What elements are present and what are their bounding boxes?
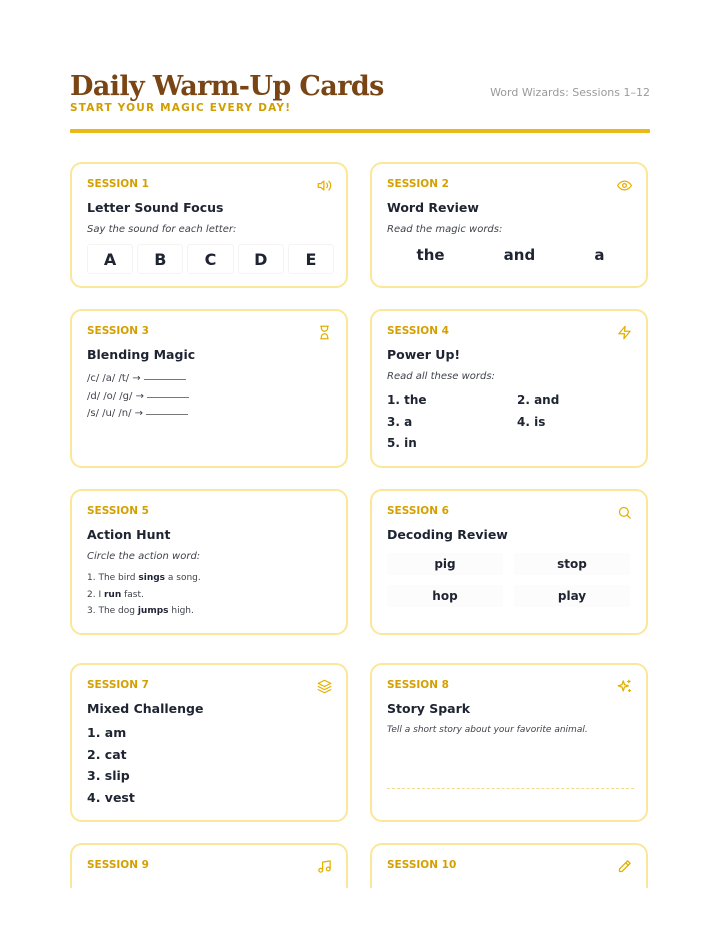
word-item: 2. and [517, 393, 560, 407]
word-item: 5. in [387, 436, 417, 450]
card-session-4 [370, 309, 648, 468]
magic-words [387, 246, 634, 264]
card-instruction: Tell a short story about your favorite animal. [387, 725, 588, 735]
session-label: SESSION 5 [87, 505, 149, 517]
card-title: Decoding Review [387, 527, 508, 542]
session-label: SESSION 9 [87, 859, 149, 871]
pencil-icon [617, 859, 632, 874]
card-session-7 [70, 663, 348, 822]
card-title: Blending Magic [87, 347, 196, 362]
session-label: SESSION 2 [387, 178, 449, 190]
layers-icon [317, 679, 332, 694]
header [70, 70, 650, 134]
word-item: 4. is [517, 415, 546, 429]
card-instruction: Circle the action word: [87, 551, 201, 562]
card-session-8 [370, 663, 648, 822]
challenge-item: 4. vest [87, 790, 135, 805]
action-sentence: 2. I run fast. [87, 590, 144, 600]
action-word[interactable]: jumps [137, 606, 169, 616]
action-word[interactable]: sings [138, 573, 166, 583]
eye-icon [617, 178, 632, 193]
answer-blank [144, 379, 186, 380]
card-session-2 [370, 162, 648, 288]
card-instruction: Read all these words: [387, 371, 495, 382]
blend-line [87, 391, 189, 402]
decode-word: stop [514, 553, 630, 575]
speaker-icon [317, 178, 332, 193]
header-divider [70, 129, 650, 133]
card-title: Letter Sound Focus [87, 200, 224, 215]
blend-line [87, 373, 186, 384]
answer-blank [147, 397, 189, 398]
page-title: Daily Warm-Up Cards [70, 71, 384, 102]
card-session-6 [370, 489, 648, 635]
series-label: Word Wizards: Sessions 1–12 [490, 86, 650, 99]
page-bottom-margin [0, 888, 720, 932]
card-title: Mixed Challenge [87, 701, 204, 716]
letter-box: E [288, 244, 334, 274]
session-label: SESSION 1 [87, 178, 149, 190]
letter-box: C [187, 244, 233, 274]
action-sentence: 1. The bird sings a song. [87, 573, 201, 583]
letter-box: B [137, 244, 183, 274]
word-item: 3. a [387, 415, 413, 429]
session-label: SESSION 8 [387, 679, 449, 691]
card-session-1 [70, 162, 348, 288]
sparkle-icon [617, 679, 632, 694]
magic-word: and [503, 246, 536, 264]
blend-line [87, 408, 188, 419]
letter-box: A [87, 244, 133, 274]
action-word[interactable]: run [103, 590, 122, 600]
page-subtitle: START YOUR MAGIC EVERY DAY! [70, 102, 292, 114]
card-session-3 [70, 309, 348, 468]
decode-word: pig [387, 553, 503, 575]
card-title: Word Review [387, 200, 479, 215]
session-label: SESSION 7 [87, 679, 149, 691]
letter-row [87, 244, 334, 272]
session-label: SESSION 3 [87, 325, 149, 337]
word-item: 1. the [387, 393, 427, 407]
card-title: Power Up! [387, 347, 461, 362]
challenge-item: 1. am [87, 725, 127, 740]
blend-sounds: /c/ /a/ /t/ → [87, 373, 141, 384]
magic-word: the [416, 246, 445, 264]
action-sentence: 3. The dog jumps high. [87, 606, 194, 616]
blend-sounds: /s/ /u/ /n/ → [87, 408, 144, 419]
card-title: Story Spark [387, 701, 471, 716]
session-label: SESSION 6 [387, 505, 449, 517]
writing-line[interactable] [387, 788, 634, 789]
decode-word: hop [387, 585, 503, 607]
session-label: SESSION 4 [387, 325, 449, 337]
challenge-item: 2. cat [87, 747, 127, 762]
magic-word: a [594, 246, 605, 264]
music-icon [317, 859, 332, 874]
card-instruction: Say the sound for each letter: [87, 224, 237, 235]
blend-sounds: /d/ /o/ /g/ → [87, 391, 144, 402]
hourglass-icon [317, 325, 332, 340]
card-instruction: Read the magic words: [387, 224, 503, 235]
challenge-item: 3. slip [87, 768, 130, 783]
card-session-5 [70, 489, 348, 635]
session-label: SESSION 10 [387, 859, 457, 871]
decode-word: play [514, 585, 630, 607]
letter-box: D [238, 244, 284, 274]
answer-blank [146, 414, 188, 415]
search-icon [617, 505, 632, 520]
lightning-icon [617, 325, 632, 340]
card-title: Action Hunt [87, 527, 171, 542]
